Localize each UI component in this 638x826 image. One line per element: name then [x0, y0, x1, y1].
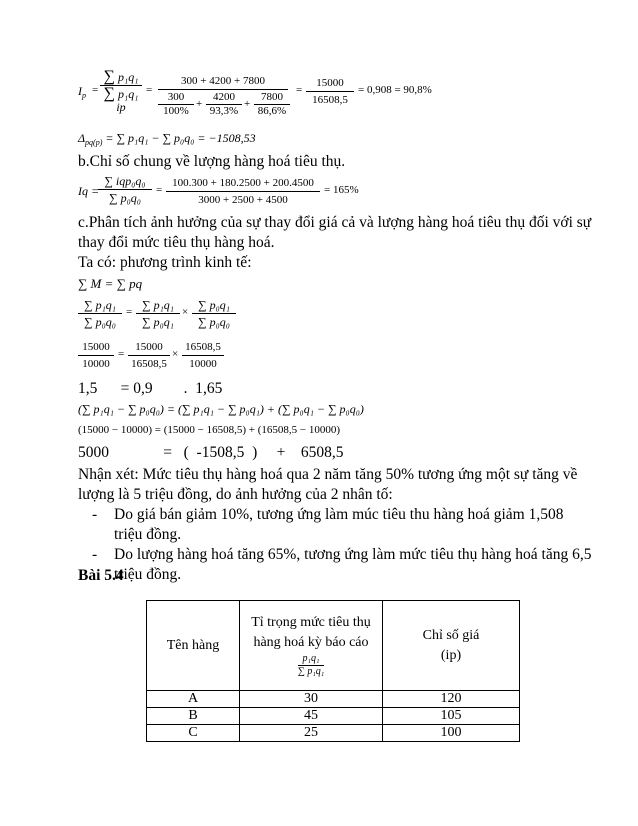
col1-header: Tên hàng	[147, 601, 240, 691]
bai-title: Bài 5.4	[78, 567, 124, 584]
nhan-xet-line2: lượng là 5 triệu đồng, do ảnh hưởng của 2 nhân tố:	[78, 486, 393, 503]
table-row: B 45 105	[147, 708, 520, 725]
eq-sum-m: ∑ M = ∑ pq	[78, 276, 143, 291]
ta-co-line: Ta có: phương trình kinh tế:	[78, 254, 252, 271]
list-item: triệu đồng.	[114, 566, 182, 583]
nhan-xet-line1: Nhận xét: Mức tiêu thụ hàng hoá qua 2 năm tăng 50% tương ứng một sự tăng về	[78, 466, 578, 483]
ip-symbolic-fraction: ∑ p₁q₁ ∑ p₁q₁ ip	[100, 70, 142, 114]
ip-result-fraction: 15000 16508,5	[306, 76, 354, 107]
ratio-values-line: 1,5 = 0,9 . 1,65	[78, 380, 223, 397]
list-item: Do giá bán giảm 10%, tương ứng làm múc tiêu thu hàng hoá giảm 1,508	[114, 506, 564, 523]
section-c-line2: thay đổi mức tiêu thụ hàng hoá.	[78, 234, 275, 251]
col2-header: Tỉ trọng mức tiêu thụ hàng hoá kỳ báo cáo $\frac{\text{p₁q₁}}{\text{∑ p₁q₁}}$	[240, 601, 383, 691]
ip-result: = 0,908 = 90,8%	[358, 84, 432, 96]
section-b-heading: b.Chỉ số chung về lượng hàng hoá tiêu thụ.	[78, 153, 346, 170]
diff-result-line: 5000 = ( -1508,5 ) + 6508,5	[78, 444, 344, 461]
col3-header: Chỉ số giá (ip)	[383, 601, 520, 691]
list-item: triệu đồng.	[114, 526, 182, 543]
table-row: C 25 100	[147, 725, 520, 742]
formula-delta: $\Delta_{pq(p)}$ = ∑ p₁q₁ − ∑ p₀q₀ = −1508,53	[78, 131, 256, 147]
section-c-line1: c.Phân tích ảnh hưởng của sự thay đổi giá cả và lượng hàng hoá tiêu thụ đối với sự	[78, 214, 592, 231]
ip-numeric-fraction: 300 + 4200 + 7800 300 100% + 4200 93,3% + 7800 86,6%	[158, 74, 288, 121]
diff-numeric-line: (15000 − 10000) = (15000 − 16508,5) + (16508,5 − 10000)	[78, 424, 340, 436]
price-index-table	[146, 600, 520, 742]
table-row: A 30 120	[147, 691, 520, 708]
diff-symbolic-line: (∑ p₁q₁ − ∑ p₀q₀) = (∑ p₁q₁ − ∑ p₀q₁) + (∑ p₀q₁ − ∑ p₀q₀)	[78, 402, 364, 416]
list-item: Do lượng hàng hoá tăng 65%, tương ứng làm mức tiêu thụ hàng hoá tăng 6,5	[114, 546, 592, 563]
document-page: $I_p$ = ∑ p₁q₁ ∑ p₁q₁ ip = 300 + 4200 + 7800 300 100% + 4200 93,3% + 7800 86,6% = 15000 16508,5 = 0,908 = 90,8% $\Delta_{pq(p)}$ = ∑ p₁q₁ − ∑ p₀q₀ = −1508,53 b.Chỉ số chung về lượng hàng hoá tiêu thụ. Iq = ∑ iqp₀q₀ ∑ p₀q₀ = 100.300 + 180.2500 + 200.4500 3000 + 2500 + 4500 = 165% c.Phân tích ảnh hưởng của sự thay đổi giá cả và lượng hàng hoá tiêu thụ đối với sự thay đổi mức tiêu thụ hàng hoá. Ta có: phương trình kinh tế: ∑ M = ∑ pq ∑ p₁q₁ ∑ p₀q₀ = ∑ p₁q₁ ∑ p₀q₁ × ∑ p₀q₁ ∑ p₀q₀ 15000 10000 = 15000 16508,5 × 16508,5 10000 1,5 = 0,9 . 1,65 (∑ p₁q₁ − ∑ p₀q₀) = (∑ p₁q₁ − ∑ p₀q₁) + (∑ p₀q₁ − ∑ p₀q₀) (15000 − 10000) = (15000 − 16508,5) + (16508,5 − 10000) 5000 = ( -1508,5 ) + 6508,5 Nhận xét: Mức tiêu thụ hàng hoá qua 2 năm tăng 50% tương ứng một sự tăng về lượng là 5 triệu đồng, do ảnh hưởng của 2 nhân tố: - Do giá bán giảm 10%, tương ứng làm múc tiêu thu hàng hoá giảm 1,508 triệu đồng. - Do lượng hàng hoá tăng 65%, tương ứng làm mức tiêu thụ hàng hoá tăng 6,5 triệu đồng. Bài 5.4 Tên hàng Tỉ trọng mức tiêu thụ hàng hoá kỳ báo cáo $\frac{\text{p₁q₁}}{\text{∑ p₁q₁}}$ Chỉ số giá (ip) A 30 120 B 45 105 C 25 100	[78, 68, 592, 740]
ip-lhs: $I_p$	[78, 84, 86, 100]
